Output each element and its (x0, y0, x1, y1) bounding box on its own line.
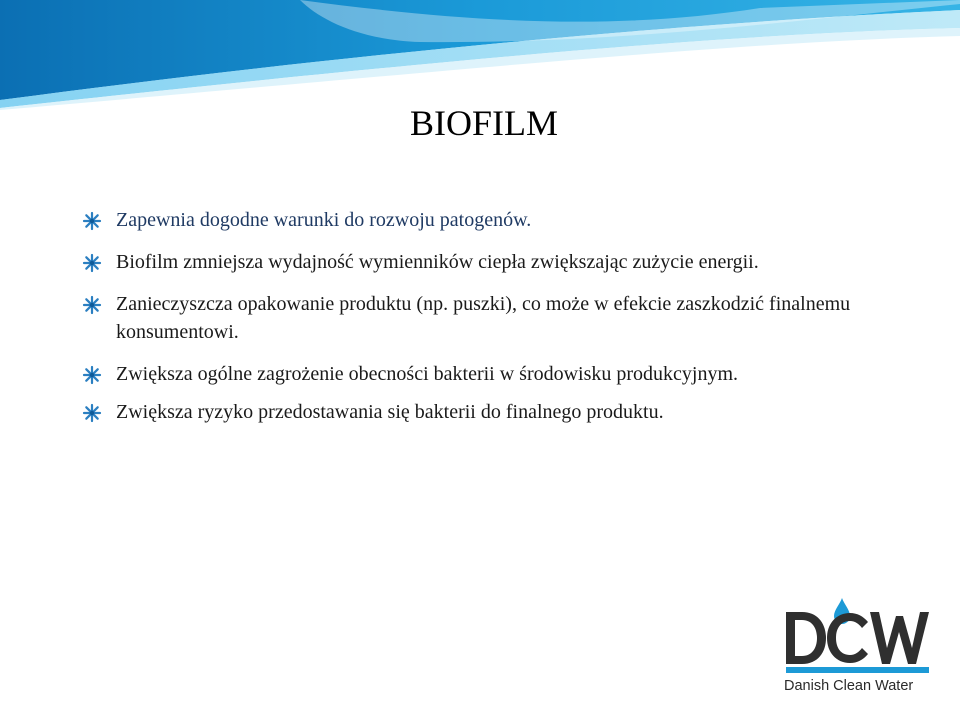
bullet-text: Zanieczyszcza opakowanie produktu (np. puszki), co może w efekcie zaszkodzić finalnemu konsumentowi. (116, 293, 851, 343)
bullet-item (82, 360, 922, 388)
bullet-item (82, 248, 922, 276)
bullet-item (82, 398, 922, 426)
bullet-item (82, 290, 922, 346)
starburst-bullet-icon (82, 211, 102, 231)
bullet-text: Zwiększa ogólne zagrożenie obecności bakterii w środowisku produkcyjnym. (116, 363, 739, 385)
slide-title: BIOFILM (409, 103, 558, 143)
header-wave-banner (0, 0, 960, 110)
bullet-item (82, 206, 922, 234)
bullet-list (82, 206, 922, 426)
bullet-text: Zwiększa ryzyko przedostawania się bakterii do finalnego produktu. (116, 401, 664, 423)
dcw-logo (784, 598, 929, 700)
bullet-text: Biofilm zmniejsza wydajność wymienników ciepła zwiększając zużycie energii. (116, 251, 759, 273)
starburst-bullet-icon (82, 365, 102, 385)
starburst-bullet-icon (82, 403, 102, 423)
starburst-bullet-icon (82, 295, 102, 315)
starburst-bullet-icon (82, 253, 102, 273)
logo-company-name: Danish Clean Water (784, 678, 914, 694)
dcw-logo-mark (784, 598, 929, 674)
bullet-text: Zapewnia dogodne warunki do rozwoju patogenów. (116, 209, 532, 231)
